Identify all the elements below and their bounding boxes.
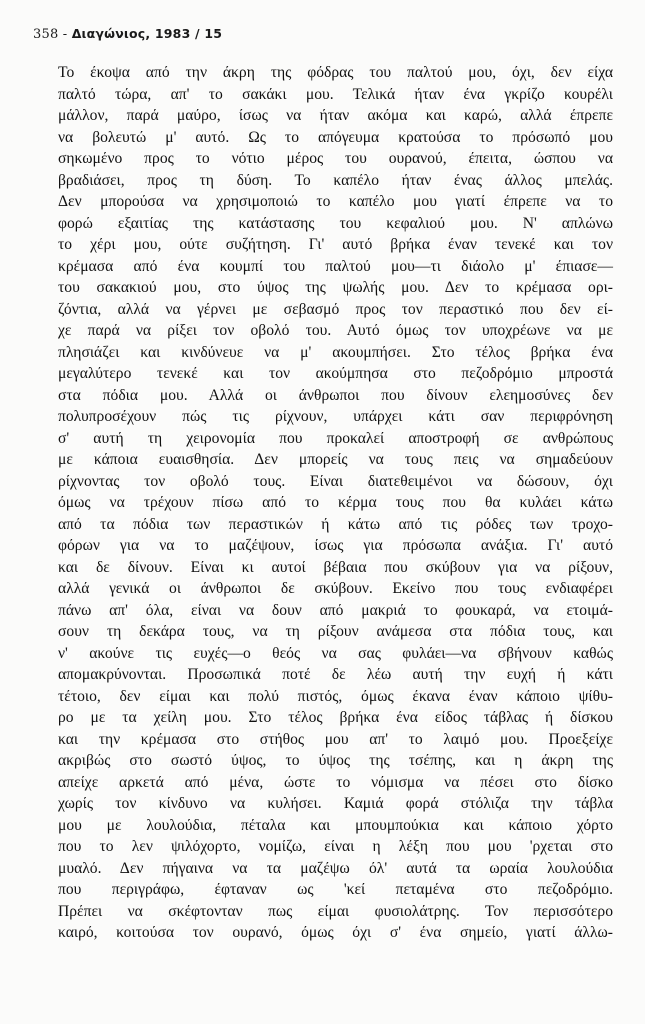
text-line: φόρων για να το μαζέψουν, ίσως για πρόσωπα ανάξια. Γι' αυτό <box>58 537 613 554</box>
text-line: και την κρέμασα στο στήθος μου απ' το λαιμό μου. Προεξείχε <box>58 730 613 748</box>
text-line: να βολευτώ μ' αυτό. Ως το απόγευμα κρατούσα το πρόσωπό μου <box>58 128 613 146</box>
text-line: κρέμασα από ένα κουμπί του παλτού μου—τι διάολο μ' έπιασε— <box>58 257 613 275</box>
text-line: σηκωμένο προς το νότιο μέρος του ουρανού, έπειτα, ώσπου να <box>58 150 613 167</box>
text-line: ρίχνοντας τον οβολό τους. Είναι διατεθειμένοι να δώσουν, όχι <box>58 472 613 490</box>
text-line: πολυπροσέχουν πώς τις ρίχνουν, υπάρχει κάτι σαν περιφρόνηση <box>58 408 613 425</box>
text-line: Δεν μπορούσα να χρησιμοποιώ το καπέλο μου γιατί έπρεπε να το <box>58 193 613 210</box>
text-line: το χέρι μου, ούτε συζήτηση. Γι' αυτό βρήκα έναν τενεκέ και τον <box>58 236 613 253</box>
text-line: τέτοιο, δεν είμαι και πολύ πιστός, όμως έκανα έναν κάποιο ψίθυ- <box>58 687 613 705</box>
text-line: από τα πόδια των περαστικών ή κάτω από τις ρόδες των τροχο- <box>58 515 613 533</box>
text-line: πλησιάζει και κινδύνευε να μ' ακουμπήσει. Στο τέλος βρήκα ένα <box>58 343 613 361</box>
text-line: που περιγράφω, έφταναν ως 'κεί πεταμένα στο πεζοδρόμιο. <box>58 881 613 898</box>
text-line: σ' αυτή τη χειρονομία που προκαλεί αποστροφή σε ανθρώπους <box>58 429 613 447</box>
text-line: μεγαλύτερο τενεκέ και τον ακούμπησα στο πεζοδρόμιο μπροστά <box>58 365 613 382</box>
text-line: όμως να τρέχουν πίσω από το κέρμα τους που θα κυλάει κάτω <box>58 494 613 511</box>
text-line: ρο με τα χείλη μου. Στο τέλος βρήκα ένα είδος τάβλας ή δίσκου <box>58 709 613 726</box>
body-text <box>58 62 613 944</box>
running-header <box>33 26 222 42</box>
text-line: απομακρύνονται. Προσωπικά ποτέ δε λέω αυτή την ευχή ή κάτι <box>58 666 613 683</box>
text-line: φορώ εξαιτίας της κατάστασης του κεφαλιού μου. Ν' απλώνω <box>58 214 613 232</box>
text-line: που το λεν ψιλόχορτο, νομίζω, είναι η λέξη που μου 'ρχεται στο <box>58 838 613 855</box>
text-line: βραδιάσει, προς τη δύση. Το καπέλο ήταν ένας άλλος μπελάς. <box>58 171 613 189</box>
text-line: μάλλον, παρά μαύρο, ίσως να ήταν ακόμα και καρώ, αλλά έπρεπε <box>58 107 613 124</box>
header-separator: - <box>58 27 72 42</box>
text-line: Πρέπει να σκέφτονταν πως είμαι φυσιολάτρης. Τον περισσότερο <box>58 902 613 920</box>
text-line: ζόντια, αλλά να γέρνει με σεβασμό προς τον περαστικό που δεν εί- <box>58 300 613 318</box>
page-number: 358 <box>33 27 59 42</box>
text-line: και δε δίνουν. Είναι κι αυτοί βέβαια που σκύβουν για να ρίξουν, <box>58 558 613 576</box>
text-line: Το έκοψα από την άκρη της φόδρας του παλτού μου, όχι, δεν είχα <box>58 64 613 81</box>
text-line: με κάποια ευαισθησία. Δεν μπορείς να τους πεις να σημαδεύουν <box>58 451 613 468</box>
text-line: ν' ακούνε τις ευχές—ο θεός να σας φυλάει—να σβήνουν καθώς <box>58 644 613 662</box>
text-line: παλτό τώρα, απ' το σακάκι μου. Τελικά ήταν ένα γκρίζο κουρέλι <box>58 85 613 103</box>
journal-title: Διαγώνιος, 1983 / 15 <box>71 26 223 41</box>
text-line: ακριβώς στο σωστό ύψος, το ύψος της τσέπης, και η άκρη της <box>58 752 613 769</box>
text-line: καιρό, κοιτούσα τον ουρανό, όμως όχι σ' ένα σημείο, γιατί άλλω- <box>58 924 613 941</box>
text-line: πάνω απ' όλα, είναι να δουν από μακριά το φουκαρά, να ετοιμά- <box>58 601 613 619</box>
text-line: απείχε αρκετά από μένα, ώστε το νόμισμα να πέσει στο δίσκο <box>58 773 613 791</box>
text-line: χε παρά να ρίξει τον οβολό του. Αυτό όμως τον υποχρέωνε να με <box>58 322 613 339</box>
text-line: του σακακιού μου, στο ύψος της ψωλής μου. Δεν το κρέμασα ορι- <box>58 279 613 296</box>
text-line: μυαλό. Δεν πήγαινα να τα μαζέψω όλ' αυτά τα ωραία λουλούδια <box>58 859 613 877</box>
text-line: στα πόδια μου. Αλλά οι άνθρωποι που δίνουν ελεημοσύνες δεν <box>58 386 613 404</box>
text-line: χωρίς τον κίνδυνο να κυλήσει. Καμιά φορά στόλιζα την τάβλα <box>58 795 613 812</box>
text-line: σουν τη δεκάρα τους, να τη ρίξουν ανάμεσα στα πόδια τους, και <box>58 623 613 640</box>
text-line: μου με λουλούδια, πέταλα και μπουμπούκια και κάποιο χόρτο <box>58 816 613 834</box>
text-line: αλλά γενικά οι άνθρωποι δε σκύβουν. Εκείνο που τους ενδιαφέρει <box>58 580 613 597</box>
